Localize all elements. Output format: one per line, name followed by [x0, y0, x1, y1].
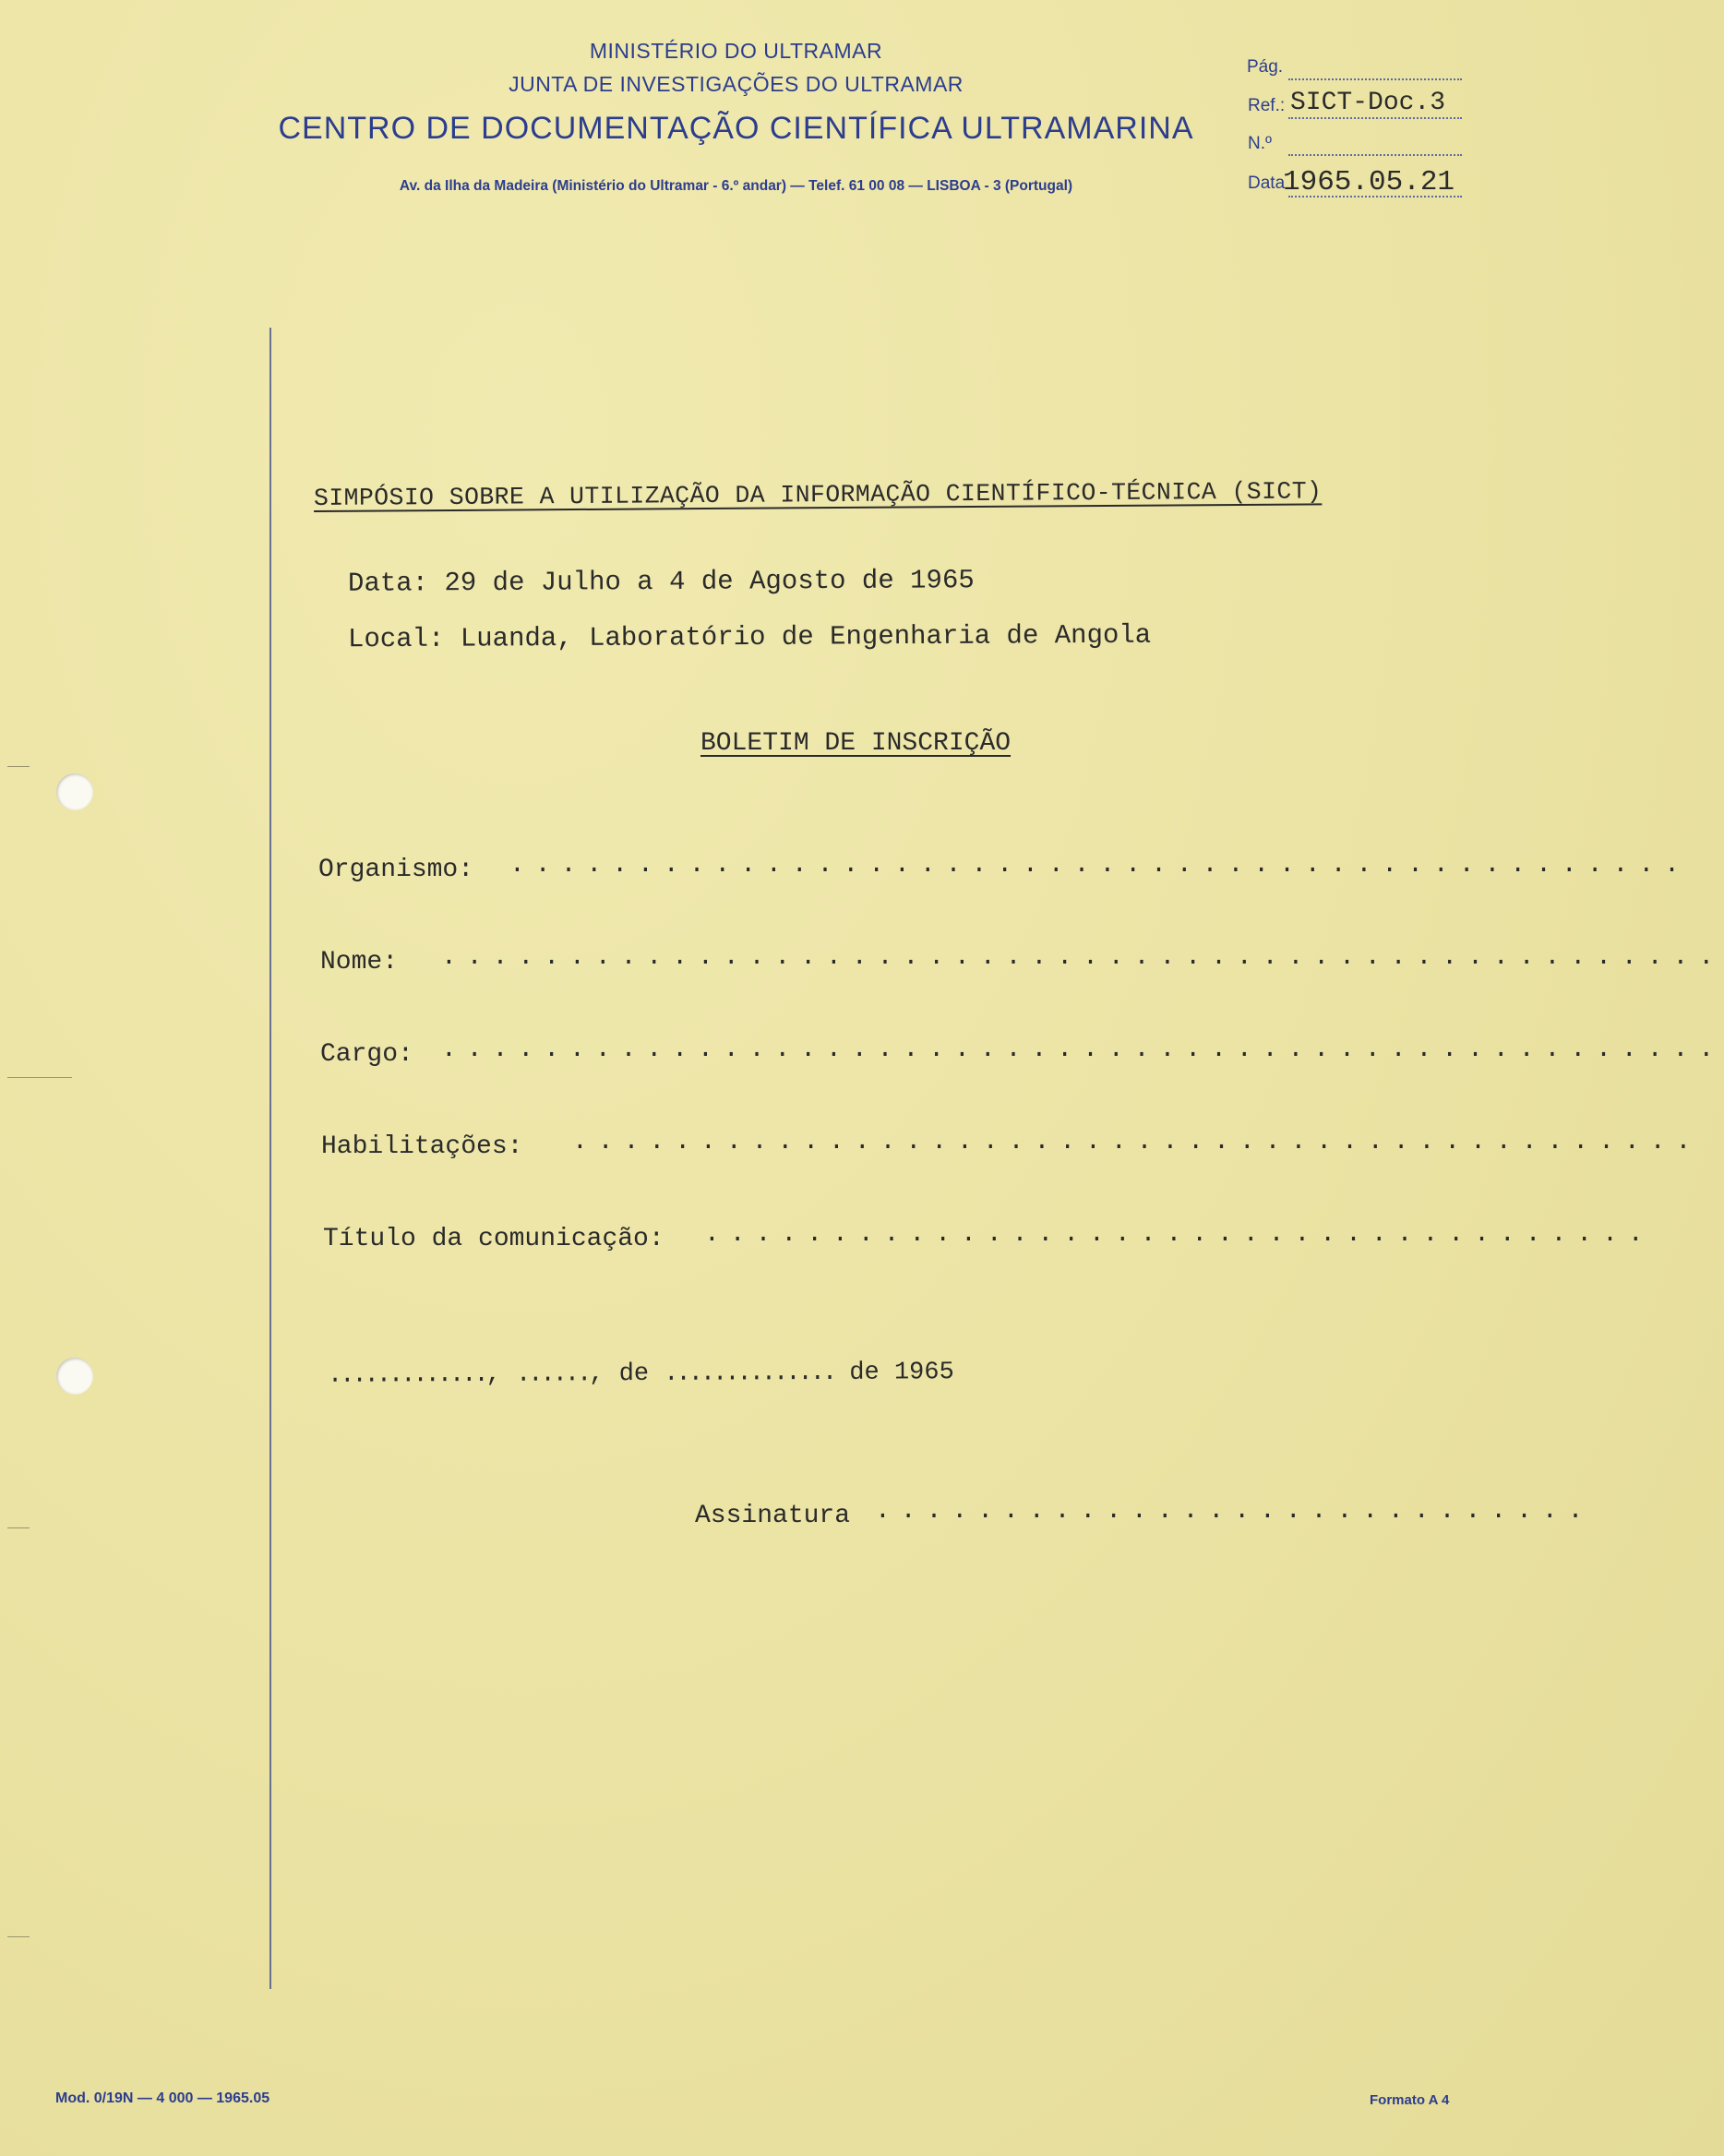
- field-qualifications-blank[interactable]: ............................................: [572, 1128, 1702, 1156]
- signature-blank[interactable]: ............................: [875, 1497, 1594, 1526]
- event-date-label: Data:: [347, 568, 429, 599]
- fold-tick: [7, 1936, 30, 1937]
- event-date-value: 29 de Julho a 4 de Agosto de 1965: [444, 565, 975, 599]
- symposium-title: SIMPÓSIO SOBRE A UTILIZAÇÃO DA INFORMAÇÃO CIENTÍFICO-TÉCNICA (SICT): [313, 477, 1323, 512]
- de-text: de: [618, 1359, 650, 1389]
- number-label: N.º: [1248, 134, 1272, 153]
- punch-hole-top: [56, 773, 93, 810]
- date-value: 1965.05.21: [1283, 166, 1455, 198]
- field-name-blank[interactable]: ..................................................: [441, 943, 1724, 972]
- date-label: Data: [1248, 174, 1286, 193]
- centre-heading: CENTRO DE DOCUMENTAÇÃO CIENTÍFICA ULTRAMARINA: [278, 111, 1194, 146]
- field-title-label: Título da comunicação:: [323, 1225, 664, 1253]
- format-label: Formato A 4: [1370, 2092, 1450, 2108]
- margin-rule: [269, 328, 271, 1989]
- ministry-heading: MINISTÉRIO DO ULTRAMAR: [589, 39, 883, 63]
- day-blank[interactable]: ......: [515, 1360, 590, 1389]
- punch-hole-bottom: [56, 1358, 93, 1395]
- field-position-blank[interactable]: ..................................................: [441, 1036, 1724, 1064]
- comma-1: ,: [485, 1360, 501, 1389]
- event-location-label: Local:: [347, 623, 445, 655]
- event-date: [348, 565, 975, 599]
- ref-label: Ref.:: [1248, 96, 1286, 115]
- event-location-value: Luanda, Laboratório de Engenharia de Angola: [460, 619, 1152, 654]
- form-heading: BOLETIM DE INSCRIÇÃO: [700, 729, 1012, 758]
- pag-label: Pág.: [1247, 57, 1284, 77]
- field-name-label: Nome:: [320, 948, 399, 976]
- fold-tick: [7, 1527, 30, 1528]
- signature-label: Assinatura: [695, 1502, 851, 1530]
- ref-value: SICT-Doc.3: [1290, 89, 1446, 117]
- fold-tick: [7, 1077, 72, 1078]
- fold-tick: [7, 766, 30, 767]
- field-qualifications-label: Habilitações:: [321, 1132, 523, 1161]
- model-number: Mod. 0/19N — 4 000 — 1965.05: [55, 2090, 270, 2106]
- field-title-blank[interactable]: .....................................: [704, 1220, 1654, 1249]
- month-blank[interactable]: ..............: [664, 1359, 835, 1388]
- place-date-line: [328, 1359, 954, 1390]
- field-position-label: Cargo:: [320, 1040, 413, 1069]
- event-location: [348, 620, 1151, 655]
- field-organism-blank[interactable]: ..............................................: [509, 851, 1690, 880]
- field-organism-label: Organismo:: [318, 856, 474, 884]
- address-line: Av. da Ilha da Madeira (Ministério do Ultramar - 6.º andar) — Telef. 61 00 08 — LISBOA - 3 (Portugal): [399, 178, 1073, 194]
- comma-2: ,: [589, 1360, 605, 1389]
- junta-heading: JUNTA DE INVESTIGAÇÕES DO ULTRAMAR: [509, 72, 964, 96]
- year-text: de 1965: [849, 1359, 954, 1387]
- place-blank[interactable]: .............: [327, 1360, 486, 1390]
